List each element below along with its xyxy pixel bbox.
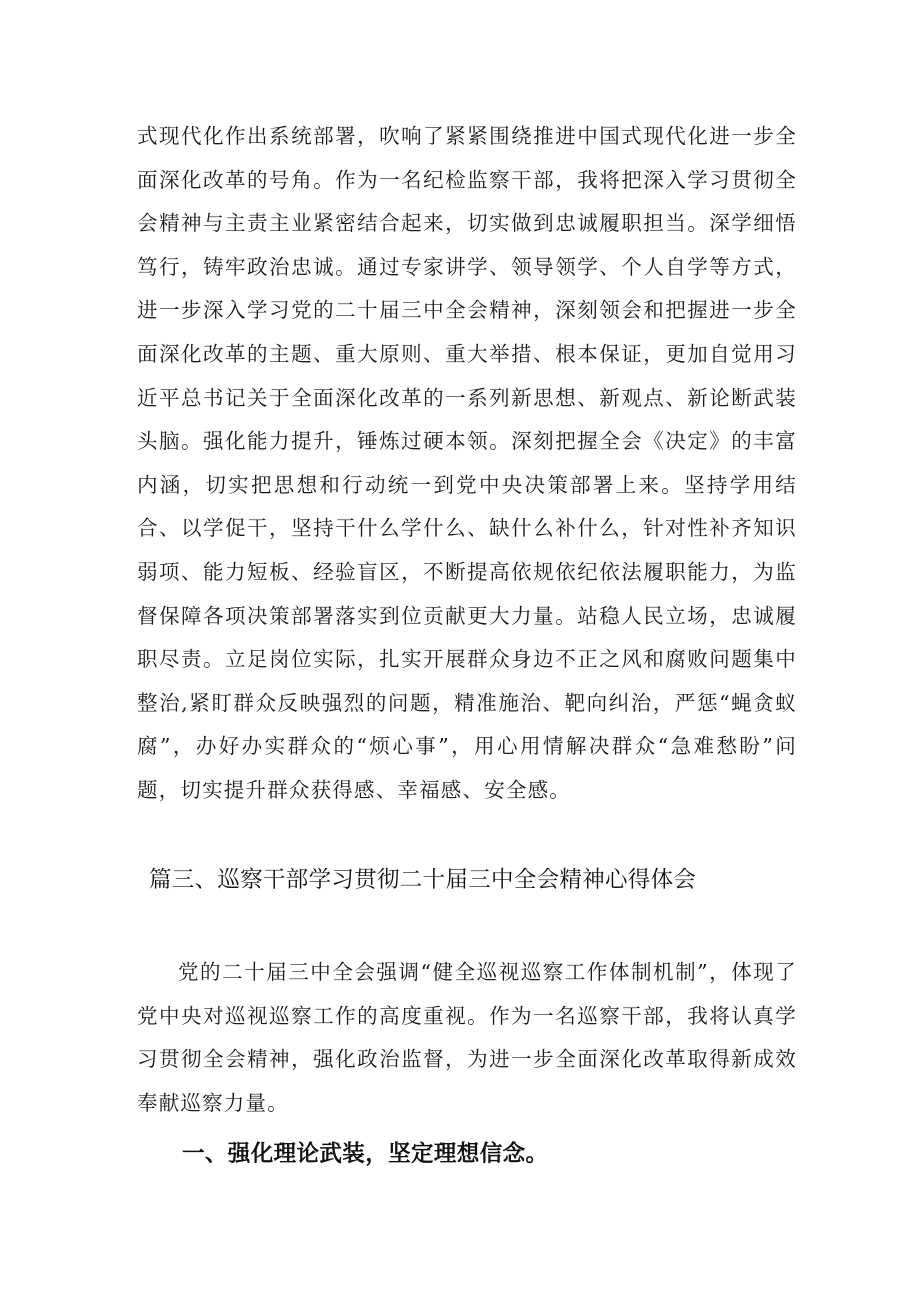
- body-paragraph-discipline-inspection: 式现代化作出系统部署，吹响了紧紧围绕推进中国式现代化进一步全面深化改革的号角。作为一名纪检监察干部，我将把深入学习贯彻全会精神与主责主业紧密结合起来，切实做到忠诚履职担当。深学细悟笃行，铸牢政治忠诚。通过专家讲学、领导领学、个人自学等方式，进一步深入学习党的二十届三中全会精神，深刻领会和把握进一步全面深化改革的主题、重大原则、重大举措、根本保证，更加自觉用习近平总书记关于全面深化改革的一系列新思想、新观点、新论断武装头脑。强化能力提升，锤炼过硬本领。深刻把握全会《决定》的丰富内涵，切实把思想和行动统一到党中央决策部署上来。坚持学用结合、以学促干，坚持干什么学什么、缺什么补什么，针对性补齐知识弱项、能力短板、经验盲区，不断提高依规依纪依法履职能力，为监督保障各项决策部署落实到位贡献更大力量。站稳人民立场，忠诚履职尽责。立足岗位实际，扎实开展群众身边不正之风和腐败问题集中整治,紧盯群众反映强烈的问题，精准施治、靶向纠治，严惩“蝇贪蚁腐”，办好办实群众的“烦心事”，用心用情解决群众“急难愁盼”问题，切实提升群众获得感、幸福感、安全感。: [137, 124, 797, 802]
- section-title: 篇三、巡察干部学习贯彻二十届三中全会精神心得体会: [149, 867, 697, 893]
- sub-heading-theory: 一、强化理论武装，坚定理想信念。: [182, 1141, 549, 1167]
- body-paragraph-inspection-intro: 党的二十届三中全会强调“健全巡视巡察工作体制机制”，体现了党中央对巡视巡察工作的高度重视。作为一名巡察干部，我将认真学习贯彻全会精神，强化政治监督，为进一步全面深化改革取得新成效奉献巡察力量。: [137, 960, 797, 1115]
